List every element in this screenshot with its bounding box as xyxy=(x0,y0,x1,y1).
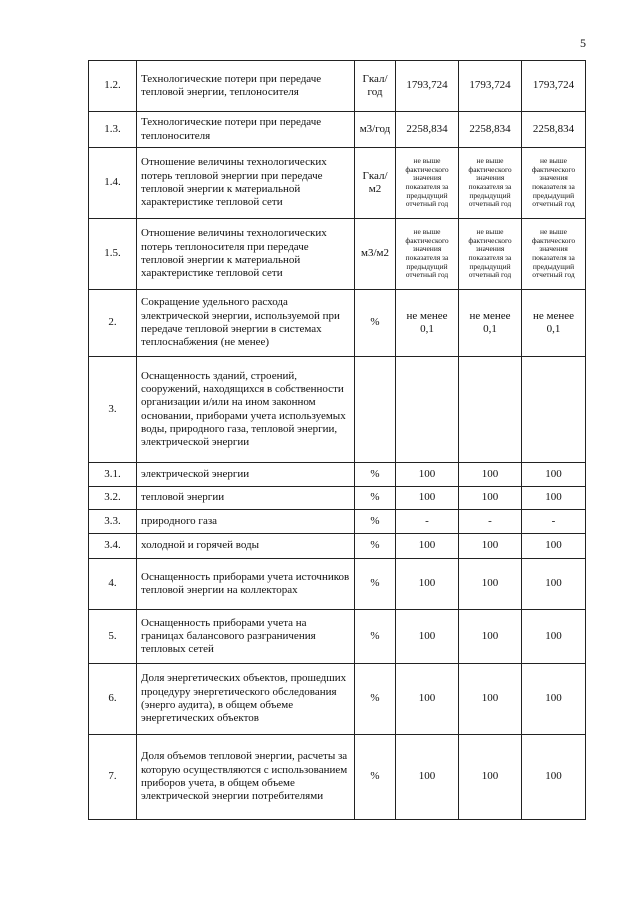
value-cell: 100 xyxy=(522,534,586,559)
unit-cell: % xyxy=(355,664,396,735)
value-cell: не выше фактического значения показателя за предыдущий отчетный год xyxy=(522,219,586,290)
value-cell: 100 xyxy=(522,463,586,487)
value-cell: не выше фактического значения показателя за предыдущий отчетный год xyxy=(396,219,459,290)
unit-cell: % xyxy=(355,610,396,664)
indicator-name: Технологические потери при передаче теплоносителя xyxy=(137,112,355,148)
unit-cell xyxy=(355,357,396,463)
row-number: 3.2. xyxy=(89,487,137,510)
unit-cell: м3/год xyxy=(355,112,396,148)
table-row xyxy=(89,112,586,148)
value-cell: 100 xyxy=(396,610,459,664)
value-cell: 1793,724 xyxy=(522,61,586,112)
value-cell: 100 xyxy=(396,463,459,487)
value-cell: 100 xyxy=(459,487,522,510)
row-number: 3.1. xyxy=(89,463,137,487)
table-row xyxy=(89,148,586,219)
indicator-name: Оснащенность приборами учета источников тепловой энергии на коллекторах xyxy=(137,559,355,610)
table-row xyxy=(89,735,586,820)
value-cell xyxy=(459,357,522,463)
value-cell: 100 xyxy=(459,664,522,735)
value-cell: 100 xyxy=(459,735,522,820)
page-number: 5 xyxy=(580,36,586,50)
value-cell: - xyxy=(522,510,586,534)
table-row xyxy=(89,463,586,487)
value-cell: 100 xyxy=(522,487,586,510)
value-cell: 2258,834 xyxy=(522,112,586,148)
unit-cell: % xyxy=(355,463,396,487)
row-number: 5. xyxy=(89,610,137,664)
unit-cell: % xyxy=(355,487,396,510)
value-cell: 100 xyxy=(459,559,522,610)
indicator-name: Доля энергетических объектов, прошедших процедуру энергетического обследования (энерго аудита), в общем объеме энергетических объектов xyxy=(137,664,355,735)
unit-cell: Гкал/год xyxy=(355,61,396,112)
value-cell: 100 xyxy=(396,534,459,559)
indicator-name: тепловой энергии xyxy=(137,487,355,510)
indicator-name: электрической энергии xyxy=(137,463,355,487)
value-cell: 100 xyxy=(522,664,586,735)
value-cell: не выше фактического значения показателя за предыдущий отчетный год xyxy=(459,219,522,290)
row-number: 2. xyxy=(89,290,137,357)
unit-cell: Гкал/м2 xyxy=(355,148,396,219)
indicator-name: Доля объемов тепловой энергии, расчеты за которую осуществляются с использованием приборов учета, в общем объеме электрической энергии потребителями xyxy=(137,735,355,820)
value-cell: 100 xyxy=(459,610,522,664)
indicator-name: Оснащенность зданий, строений, сооружений, находящихся в собственности организации и/или на ином законном основании, приборами учета используемых воды, природного газа, тепловой энергии, электрической энергии xyxy=(137,357,355,463)
value-cell: не выше фактического значения показателя за предыдущий отчетный год xyxy=(396,148,459,219)
table-row xyxy=(89,664,586,735)
value-cell: не выше фактического значения показателя за предыдущий отчетный год xyxy=(459,148,522,219)
row-number: 3.4. xyxy=(89,534,137,559)
indicator-name: Технологические потери при передаче тепловой энергии, теплоносителя xyxy=(137,61,355,112)
row-number: 6. xyxy=(89,664,137,735)
unit-cell: % xyxy=(355,510,396,534)
row-number: 1.4. xyxy=(89,148,137,219)
table-row xyxy=(89,534,586,559)
unit-cell: % xyxy=(355,559,396,610)
row-number: 4. xyxy=(89,559,137,610)
value-cell: 2258,834 xyxy=(396,112,459,148)
value-cell: 100 xyxy=(396,487,459,510)
indicator-name: Оснащенность приборами учета на границах балансового разграничения тепловых сетей xyxy=(137,610,355,664)
row-number: 7. xyxy=(89,735,137,820)
value-cell: - xyxy=(459,510,522,534)
value-cell: - xyxy=(396,510,459,534)
unit-cell: % xyxy=(355,534,396,559)
value-cell: не менее 0,1 xyxy=(396,290,459,357)
row-number: 3. xyxy=(89,357,137,463)
value-cell: 2258,834 xyxy=(459,112,522,148)
row-number: 1.2. xyxy=(89,61,137,112)
table-row xyxy=(89,61,586,112)
table-row xyxy=(89,559,586,610)
value-cell: 100 xyxy=(522,610,586,664)
table-row xyxy=(89,487,586,510)
value-cell: 100 xyxy=(522,559,586,610)
table-row xyxy=(89,219,586,290)
indicators-table xyxy=(88,60,586,820)
table-row xyxy=(89,510,586,534)
indicator-name: природного газа xyxy=(137,510,355,534)
value-cell: не менее 0,1 xyxy=(522,290,586,357)
unit-cell: % xyxy=(355,290,396,357)
value-cell xyxy=(522,357,586,463)
value-cell: 100 xyxy=(396,735,459,820)
value-cell xyxy=(396,357,459,463)
row-number: 1.3. xyxy=(89,112,137,148)
value-cell: 100 xyxy=(459,463,522,487)
row-number: 1.5. xyxy=(89,219,137,290)
indicator-name: Сокращение удельного расхода электрической энергии, используемой при передаче тепловой энергии в системах теплоснабжения (не менее) xyxy=(137,290,355,357)
indicator-name: холодной и горячей воды xyxy=(137,534,355,559)
value-cell: 1793,724 xyxy=(459,61,522,112)
value-cell: 1793,724 xyxy=(396,61,459,112)
value-cell: не выше фактического значения показателя за предыдущий отчетный год xyxy=(522,148,586,219)
value-cell: 100 xyxy=(522,735,586,820)
unit-cell: м3/м2 xyxy=(355,219,396,290)
indicator-name: Отношение величины технологических потерь тепловой энергии при передаче тепловой энергии к материальной характеристике тепловой сети xyxy=(137,148,355,219)
value-cell: 100 xyxy=(459,534,522,559)
table-row xyxy=(89,610,586,664)
row-number: 3.3. xyxy=(89,510,137,534)
value-cell: не менее 0,1 xyxy=(459,290,522,357)
value-cell: 100 xyxy=(396,664,459,735)
unit-cell: % xyxy=(355,735,396,820)
table-row xyxy=(89,357,586,463)
table-row xyxy=(89,290,586,357)
indicator-name: Отношение величины технологических потерь теплоносителя при передаче тепловой энергии к материальной характеристике тепловой сети xyxy=(137,219,355,290)
value-cell: 100 xyxy=(396,559,459,610)
